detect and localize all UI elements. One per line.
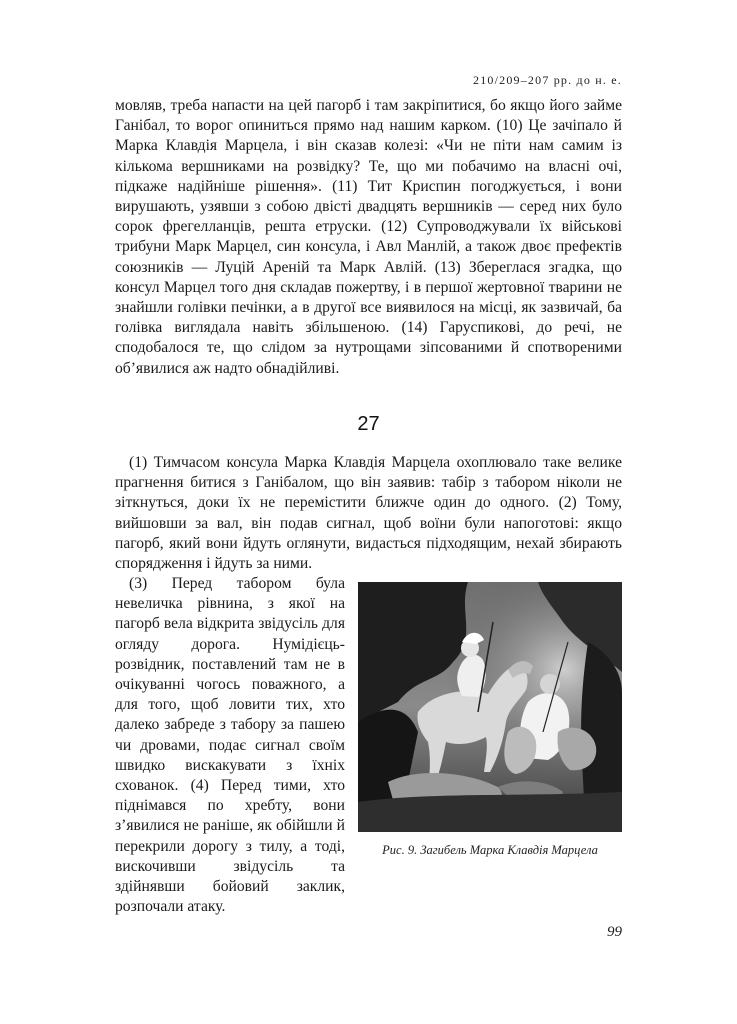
- body-paragraph: мовляв, треба напасти на цей пагорб і там закріпитися, бо якщо його займе Ганібал, то ворог опиниться прямо над нашим карком. (10) Це зачіпало й Марка Клавдія Марцела, і він сказав колезі: «Чи не піти нам самим із кількома вершниками на розвідку? Те, що ми побачимо на власні очі, підкаже надійніше рішення». (11) Тит Криспин погоджується, і вони вирушають, узявши з собою двісті двадцять вершників — серед них було сорок фрегелланців, решта етруски. (12) Супроводжували їх військові трибуни Марк Марцел, син консула, і Авл Манлій, а також двоє префектів союзників — Луцій Ареній та Марк Авлій. (13) Збереглася згадка, що консул Марцел того дня складав пожертву, і в першої жертовної тварини не знайшли голівки печінки, а в другої все виявилося на місці, як зазвичай, ба голівка виглядала навіть збільшеною. (14) Гаруспикові, до речі, не сподобалося те, що слідом за нутрощами зіпсованими й спотвореними об’явилися аж надто обнадійливі.: [115, 97, 622, 377]
- figure-painting: [358, 582, 622, 832]
- page-number: 99: [607, 924, 622, 940]
- running-head: 210/209–207 рр. до н. е.: [473, 73, 622, 87]
- body-paragraph: (3) Перед табором була невеличка рівнина, з якої на пагорб вела відкрита звідусіль для огляду дорога. Нумідієць-розвідник, поставлений там не в очікуванні чогось поважного, а для того, щоб ловити тих, хто далеко забреде з табору за пашею чи дровами, подає сигнал своїм швидко вискакувати з їхніх схованок. (4) Перед тими, хто піднімався по хребту, вони з’явилися не раніше, як обійшли й перекрили дорогу з тилу, а тоді, вискочивши звідусіль та здійнявши бойовий заклик, розпочали атаку.: [115, 575, 345, 916]
- painting-illustration: [358, 582, 622, 832]
- chapter-number: 27: [357, 413, 380, 435]
- body-paragraph: (1) Тимчасом консула Марка Клавдія Марцела охоплювало таке велике прагнення битися з Ганібалом, що він заявив: табір з табором ніколи не зіткнуться, доки їх не перемістити ближче один до одного. (2) Тому, вийшовши за вал, він подав сигнал, щоб воїни були напоготові: якщо пагорб, який вони йдуть оглянути, видасться підходящим, нехай збирають спорядження і йдуть за ними.: [115, 454, 622, 573]
- figure-caption: Рис. 9. Загибель Марка Клавдія Марцела: [382, 843, 598, 857]
